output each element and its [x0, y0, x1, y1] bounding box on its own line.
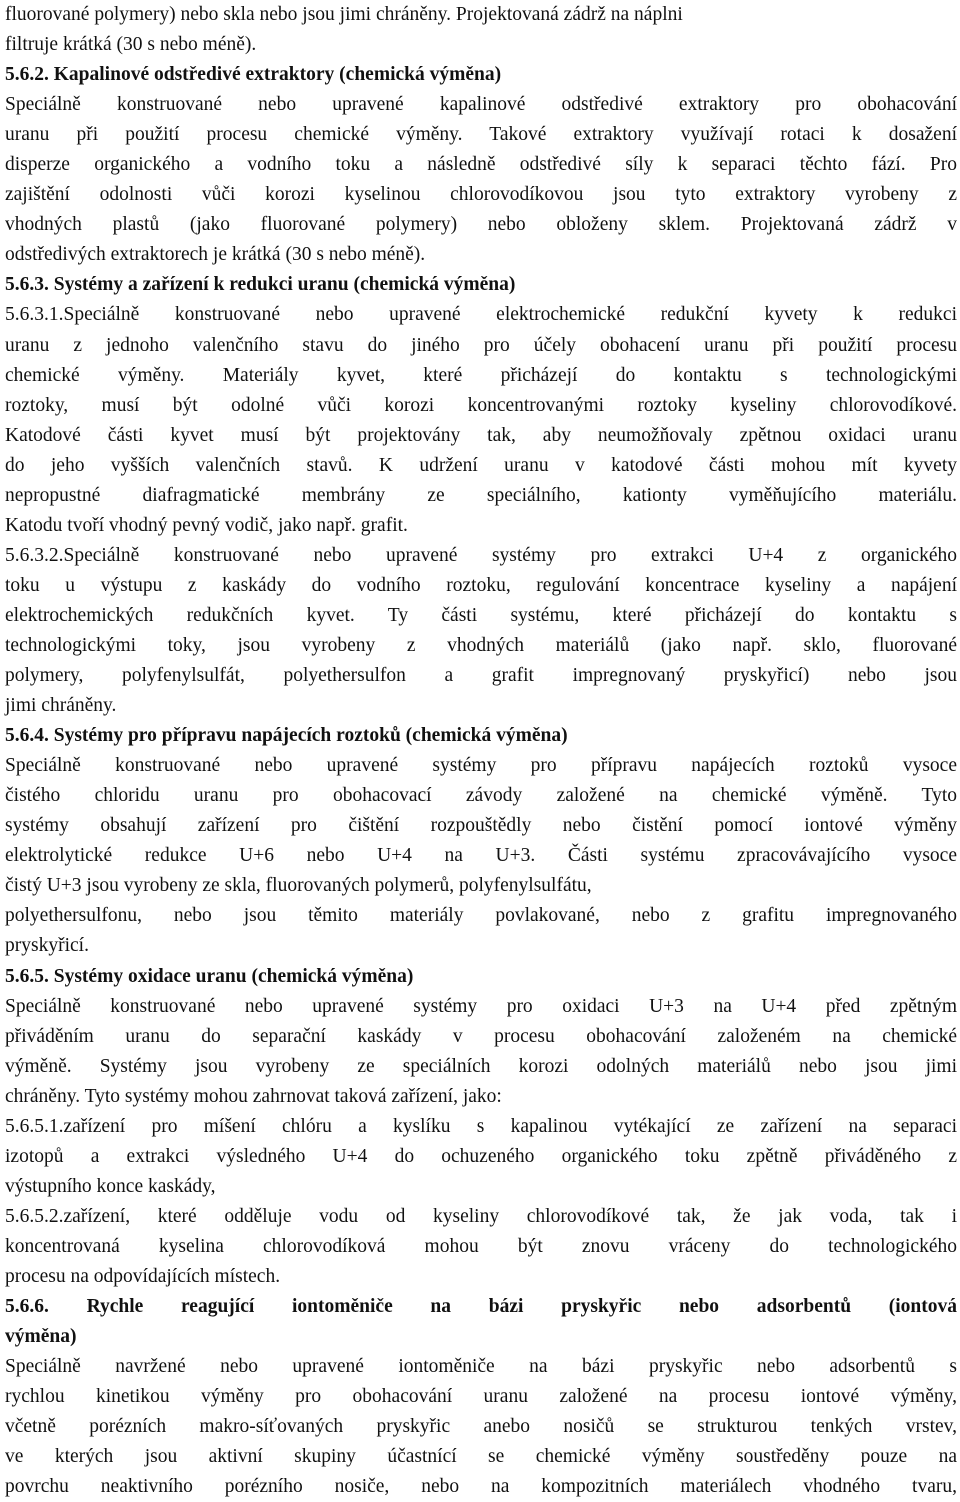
paragraph-line: polyethersulfonu, nebo jsou těmito materiály povlakované, nebo z grafitu impregnovaného [5, 905, 957, 927]
paragraph-line: zajištění odolnosti vůči korozi kyselinou chlorovodíkovou jsou tyto extraktory vyrobeny z [5, 184, 957, 206]
paragraph-line: uranu při použití procesu chemické výměny. Takové extraktory využívají rotaci k dosažení [5, 124, 957, 146]
paragraph-line: Katodu tvoří vhodný pevný vodič, jako např. grafit. [5, 514, 408, 536]
paragraph-line: disperze organického a vodního toku a následně odstředivé síly k separaci těchto fází. Pro [5, 154, 957, 176]
paragraph-line: polymery, polyfenylsulfát, polyethersulfon a grafit impregnovaný pryskyřicí) nebo jsou [5, 665, 957, 687]
paragraph-line: roztoky, musí být odolné vůči korozi koncentrovanými roztoky kyseliny chlorovodíkové. [5, 394, 957, 416]
section-heading-line: 5.6.5. Systémy oxidace uranu (chemická výměna) [5, 965, 414, 987]
paragraph-line: toku u výstupu z kaskády do vodního roztoku, regulování koncentrace kyseliny a napájení [5, 574, 957, 596]
paragraph-line: elektrolytické redukce U+6 nebo U+4 na U+3. Části systému zpracovávajícího vysoce [5, 845, 957, 867]
paragraph-line: výstupního konce kaskády, [5, 1175, 216, 1197]
paragraph-line: 5.6.5.1.zařízení pro míšení chlóru a kyslíku s kapalinou vytékající ze zařízení na separaci [5, 1115, 957, 1137]
paragraph-line: systémy obsahují zařízení pro čištění rozpouštědly nebo čistění pomocí iontové výměny [5, 815, 957, 837]
document-page [5, 0, 957, 1502]
paragraph-line: rychlou kinetikou výměny pro obohacování uranu založené na procesu iontové výměny, [5, 1386, 957, 1408]
section-heading-line: 5.6.4. Systémy pro přípravu napájecích roztoků (chemická výměna) [5, 725, 568, 747]
paragraph-line: 5.6.5.2.zařízení, které odděluje vodu od kyseliny chlorovodíkové tak, že jak voda, tak i [5, 1205, 957, 1227]
paragraph-line: procesu na odpovídajících místech. [5, 1265, 281, 1287]
paragraph-line: čistý U+3 jsou vyrobeny ze skla, fluorovaných polymerů, polyfenylsulfátu, [5, 875, 592, 897]
paragraph-line: Speciálně konstruované nebo upravené systémy pro oxidaci U+3 na U+4 před zpětným [5, 995, 957, 1017]
paragraph-line: Katodové části kyvet musí být projektovány tak, aby neumožňovaly zpětnou oxidaci uranu [5, 424, 957, 446]
paragraph-line: odstředivých extraktorech je krátká (30 s nebo méně). [5, 244, 426, 266]
paragraph-line: včetně porézních makro-síťovaných pryskyřic anebo nosičů se strukturou tenkých vrstev, [5, 1416, 957, 1438]
paragraph-line: koncentrovaná kyselina chlorovodíková mohou být znovu vráceny do technologického [5, 1235, 957, 1257]
section-heading-line: 5.6.2. Kapalinové odstředivé extraktory (chemická výměna) [5, 64, 502, 86]
paragraph-line: chemické výměny. Materiály kyvet, které přicházejí do kontaktu s technologickými [5, 364, 957, 386]
paragraph-line: izotopů a extrakci výsledného U+4 do ochuzeného organického toku zpětně přiváděného z [5, 1145, 957, 1167]
section-heading-line: výměna) [5, 1326, 77, 1348]
paragraph-line: nepropustné diafragmatické membrány ze speciálního, kationty vyměňujícího materiálu. [5, 484, 957, 506]
paragraph-line: vhodných plastů (jako fluorované polymery) nebo obloženy sklem. Projektovaná zádrž v [5, 214, 957, 236]
paragraph-line: jimi chráněny. [5, 695, 117, 717]
paragraph-line: do jeho vyšších valenčních stavů. K udržení uranu v katodové části mohou mít kyvety [5, 454, 957, 476]
paragraph-line: Speciálně konstruované nebo upravené kapalinové odstředivé extraktory pro obohacování [5, 94, 957, 116]
paragraph-line: povrchu neaktivního porézního nosiče, nebo na kompozitních materiálech vhodného tvaru, [5, 1476, 957, 1498]
paragraph-line: 5.6.3.1.Speciálně konstruované nebo upravené elektrochemické redukční kyvety k redukci [5, 304, 957, 326]
paragraph-line: přiváděním uranu do separační kaskády v procesu obohacování založeném na chemické [5, 1025, 957, 1047]
paragraph-line: Speciálně navržené nebo upravené iontoměniče na bázi pryskyřic nebo adsorbentů s [5, 1356, 957, 1378]
paragraph-line: Speciálně konstruované nebo upravené systémy pro přípravu napájecích roztoků vysoce [5, 755, 957, 777]
paragraph-line: fluorované polymery) nebo skla nebo jsou jimi chráněny. Projektovaná zádrž na náplni [5, 4, 683, 25]
paragraph-line: 5.6.3.2.Speciálně konstruované nebo upravené systémy pro extrakci U+4 z organického [5, 544, 957, 566]
paragraph-line: čistého chloridu uranu pro obohacovací závody založené na chemické výměně. Tyto [5, 785, 957, 807]
paragraph-line: pryskyřicí. [5, 935, 89, 957]
paragraph-line: technologickými toky, jsou vyrobeny z vhodných materiálů (jako např. sklo, fluorované [5, 634, 957, 656]
section-heading-line: 5.6.6. Rychle reagující iontoměniče na bázi pryskyřic nebo adsorbentů (iontová [5, 1296, 957, 1318]
paragraph-line: uranu z jednoho valenčního stavu do jiného pro účely obohacení uranu při použití procesu [5, 334, 957, 356]
section-heading-line: 5.6.3. Systémy a zařízení k redukci uranu (chemická výměna) [5, 274, 516, 296]
paragraph-line: chráněny. Tyto systémy mohou zahrnovat taková zařízení, jako: [5, 1085, 502, 1107]
paragraph-line: ve kterých jsou aktivní skupiny účastnící se chemické výměny soustředěny pouze na [5, 1446, 957, 1468]
paragraph-line: elektrochemických redukčních kyvet. Ty části systému, které přicházejí do kontaktu s [5, 604, 957, 626]
paragraph-line: filtruje krátká (30 s nebo méně). [5, 34, 257, 56]
paragraph-line: výměně. Systémy jsou vyrobeny ze speciálních korozi odolných materiálů nebo jsou jimi [5, 1055, 957, 1077]
